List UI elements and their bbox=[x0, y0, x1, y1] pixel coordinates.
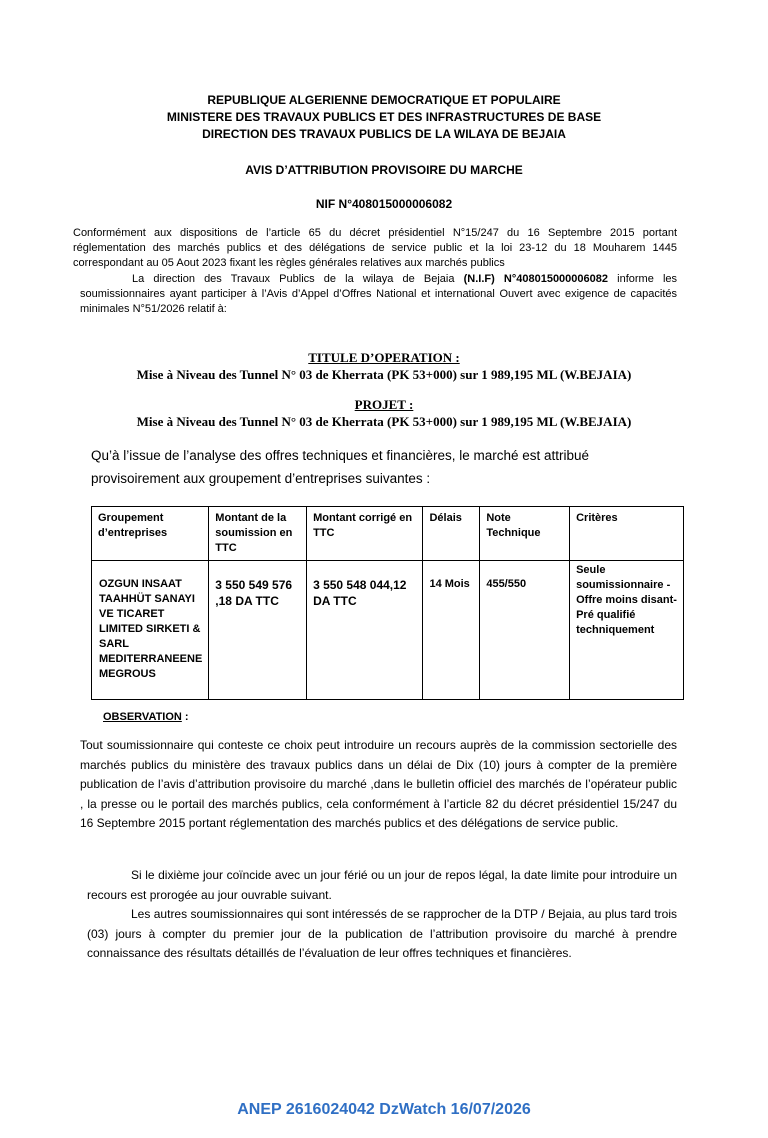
operation-block bbox=[0, 349, 768, 383]
observation-heading bbox=[103, 711, 189, 723]
col-header-criteres: Critères bbox=[570, 507, 684, 561]
projet-label: PROJET : bbox=[354, 397, 414, 412]
col-header-montant-corrige: Montant corrigé en TTC bbox=[307, 507, 423, 561]
observation-paragraph-1: Tout soumissionnaire qui conteste ce choix peut introduire un recours auprès de la commission sectorielle des marchés publics du ministère des travaux publics dans un délai de Dix (10) jours à compter de la première publication de l’avis d’attribution provisoire du marché ,dans le bulletin officiel des marchés de l’opérateur public , la presse ou le portail des marchés publics, cela conformément à l’article 82 du décret présidentiel 15/247 du 16 Septembre 2015 portant réglementation des marchés publics et des délégations de service public. bbox=[80, 738, 677, 831]
header-line-ministere: MINISTERE DES TRAVAUX PUBLICS ET DES INFRASTRUCTURES DE BASE bbox=[166, 110, 602, 124]
table-row bbox=[92, 561, 684, 700]
cell-note: 455/550 bbox=[480, 561, 570, 700]
operation-title: Mise à Niveau des Tunnel N° 03 de Kherrata (PK 53+000) sur 1 989,195 ML (W.BEJAIA) bbox=[136, 367, 632, 382]
intro-text: Conformément aux dispositions de l’article 65 du décret présidentiel N°15/247 du 16 Septembre 2015 portant réglementation des marchés publics et des délégations de service public et la loi 23-12 du 18 Mouharem 1445 correspondant au 05 Aout 2023 fixant les règles générales relatives aux marchés publics bbox=[73, 227, 677, 269]
cell-delais: 14 Mois bbox=[423, 561, 480, 700]
intro-direction-paragraph bbox=[80, 272, 677, 317]
cell-groupement: OZGUN INSAAT TAAHHÜT SANAYI VE TICARET LIMITED SIRKETI & SARL MEDITERRANEENE MEGROUS bbox=[92, 561, 209, 700]
intro-paragraph bbox=[73, 226, 677, 271]
operation-label: TITULE D’OPERATION : bbox=[308, 350, 460, 365]
header-line-republique: REPUBLIQUE ALGERIENNE DEMOCRATIQUE ET POPULAIRE bbox=[207, 93, 561, 107]
intro-nif: (N.I.F) N°408015000006082 bbox=[463, 273, 609, 285]
projet-title: Mise à Niveau des Tunnel N° 03 de Kherrata (PK 53+000) sur 1 989,195 ML (W.BEJAIA) bbox=[136, 414, 632, 429]
table-header-row bbox=[92, 507, 684, 561]
cell-montant: 3 550 549 576 ,18 DA TTC bbox=[209, 561, 307, 700]
col-header-groupement: Groupement d’entreprises bbox=[92, 507, 209, 561]
cell-criteres: Seule soumissionnaire - Offre moins disant- Pré qualifié techniquement bbox=[570, 561, 684, 700]
col-header-note: Note Technique bbox=[480, 507, 570, 561]
observation-paragraph-2: Si le dixième jour coïncide avec un jour férié ou un jour de repos légal, la date limite pour introduire un recours est prorogée au jour ouvrable suivant. bbox=[87, 868, 677, 902]
intro-direction-end: informe les soumissionnaires ayant participer à l’Avis d’Appel d’Offres National et international Ouvert avec exigence de capacités minimales N°51/2026 relatif à: bbox=[80, 273, 678, 315]
col-header-montant: Montant de la soumission en TTC bbox=[209, 507, 307, 561]
observation-colon: : bbox=[181, 711, 189, 723]
observation-paragraph-3: Les autres soumissionnaires qui sont intéressés de se rapprocher de la DTP / Bejaia, au plus tard trois (03) jours à compter du premier jour de la publication de l’attribution provisoire du marché à prendre connaissance des résultats détaillés de l’évaluation de leur offres techniques et financières. bbox=[87, 907, 677, 961]
col-header-delais: Délais bbox=[423, 507, 480, 561]
anep-footer: ANEP 2616024042 DzWatch 16/07/2026 bbox=[237, 1101, 531, 1118]
attribution-table bbox=[91, 506, 684, 700]
header-line-direction: DIRECTION DES TRAVAUX PUBLICS DE LA WILAYA DE BEJAIA bbox=[202, 127, 566, 141]
nif-number: NIF N°408015000006082 bbox=[315, 197, 453, 211]
avis-title: AVIS D’ATTRIBUTION PROVISOIRE DU MARCHE bbox=[245, 163, 523, 177]
document-header bbox=[0, 92, 768, 143]
cell-montant-corrige: 3 550 548 044,12 DA TTC bbox=[307, 561, 423, 700]
intro-direction-text: La direction des Travaux Publics de la wilaya de Bejaia bbox=[132, 273, 455, 285]
projet-block bbox=[0, 396, 768, 430]
result-intro: Qu’à l’issue de l’analyse des offres techniques et financières, le marché est attribué provisoirement aux groupement d’entreprises suivantes : bbox=[91, 448, 590, 486]
observation-label: OBSERVATION bbox=[103, 711, 182, 723]
